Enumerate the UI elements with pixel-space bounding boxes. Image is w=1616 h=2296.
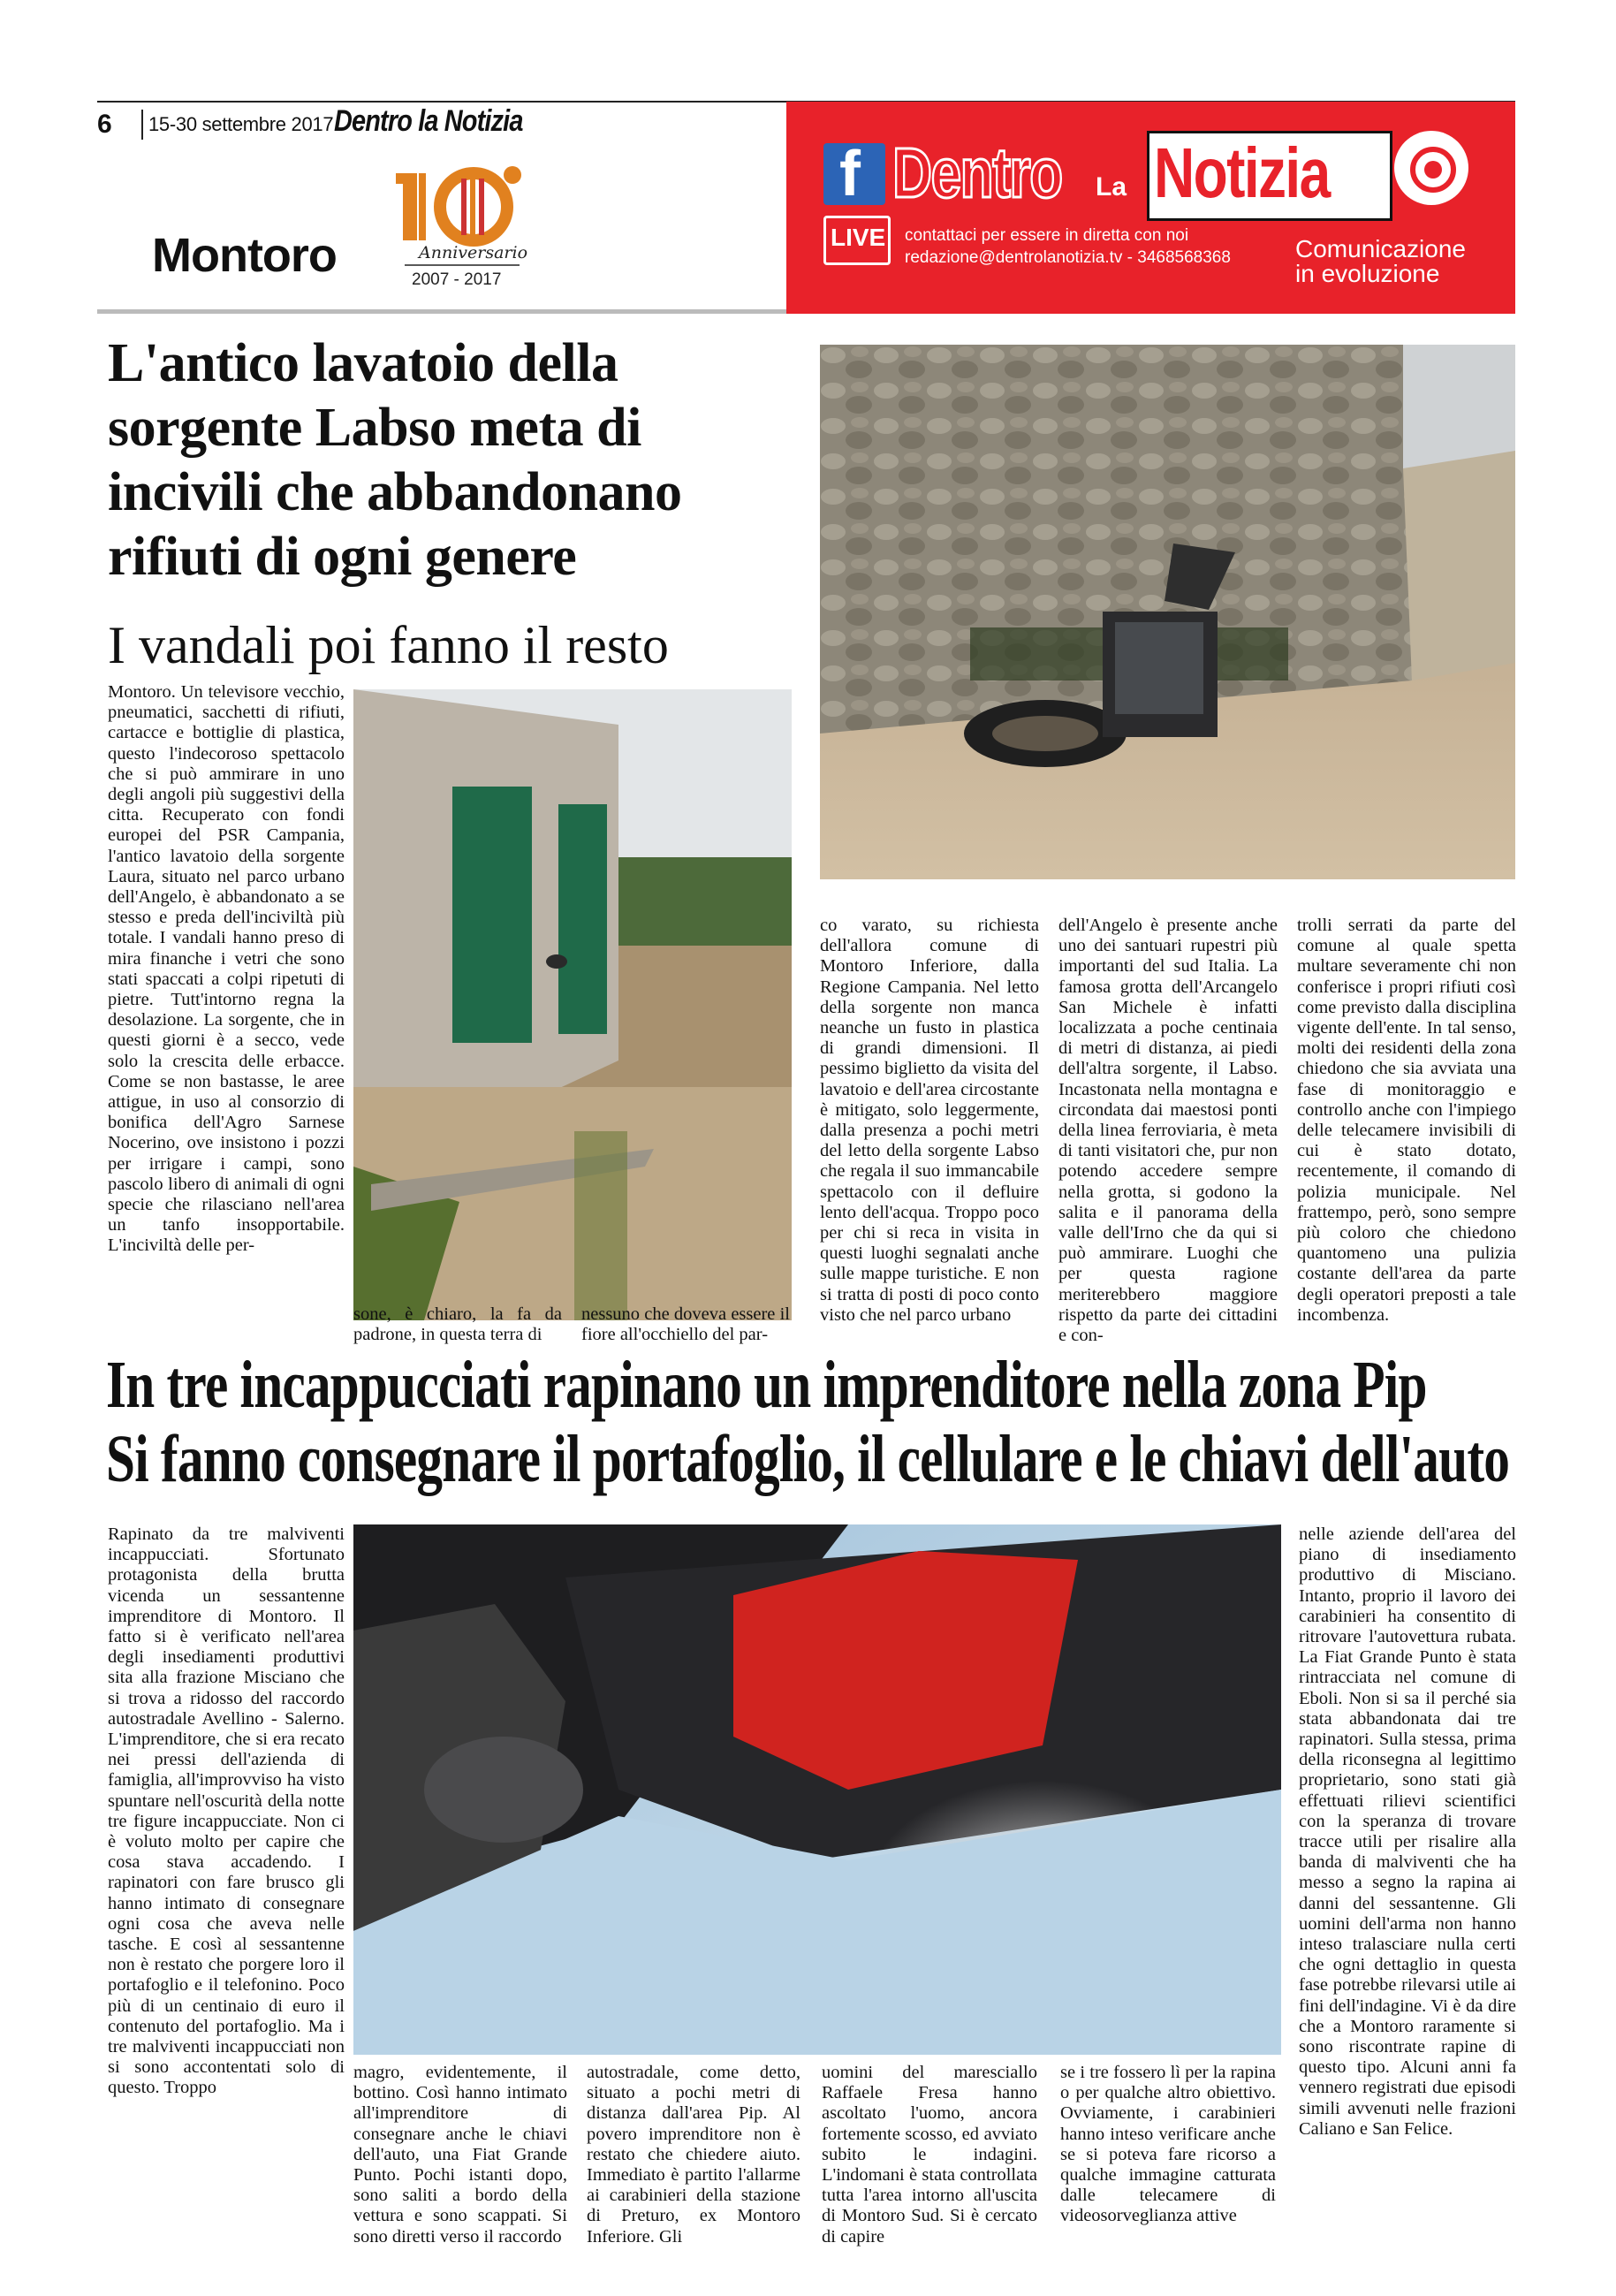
article1-column-3: nessuno che doveva essere il fiore all'occhiello del par- — [581, 1304, 790, 1345]
article1-column-5: dell'Angelo è presente anche uno dei santuari rupestri più importanti del sud Italia. La famosa grotta dell'Arcangelo San Michele è infatti localizzata a poche centinaia di metri di distanza, ai piedi dell'altra sorgente, il Labso. Incastonata nella montagna e circondata dai maestosi ponti della linea ferroviaria, è meta di tanti visitatori che, pur non potendo accedere sempre nella grotta, si godono la salita e il panorama della valle dell'Irno che da qui si può ammirare. Luoghi che per questa ragione meriterebbero maggiore rispetto da parte dei cittadini e con- — [1058, 916, 1278, 1346]
masthead-small: Dentro la Notizia — [334, 104, 523, 138]
photo-car-theft — [353, 1524, 1281, 2055]
live-label: LIVE — [831, 224, 886, 251]
article2-title: In tre incappucciati rapinano un imprenditore nella zona Pip — [106, 1348, 1427, 1422]
article1-column-1: Montoro. Un televisore vecchio, pneumatici, sacchetti di rifiuti, cartacce e bottiglie di plastica, questo l'indecoroso spettacolo che si può ammirare in uno degli angoli più suggestivi della citta. Recuperato con fondi europei del PSR Campania, l'antico lavatoio della sorgente Laura, situato nel parco urbano dell'Angelo, è abbandonato a se stesso e preda dell'inciviltà più totale. I vandali hanno preso di mira finanche i vetri che sono stati spaccati a colpi ripetuti di pietre. Tutt'intorno regna la desolazione. La sorgente, che in questi giorni è a secco, vede solo la crescita delle erbacce. Come se non bastasse, le aree attigue, in uso al consorzio di bonifica dell'Agro Sarnese Nocerino, ove insistono i pozzi per irrigare i campi, sono pascolo libero di animali di ogni specie che rilasciano nell'area un tanfo insopportabile. L'inciviltà delle per- — [108, 682, 345, 1256]
article1-title-line: L'antico lavatoio della — [108, 333, 618, 393]
anniversary-years: 2007 - 2017 — [412, 270, 502, 289]
article1-title-line: rifiuti di ogni genere — [108, 527, 577, 587]
article1-column-4: co varato, su richiesta dell'allora comune di Montoro Inferiore, dalla Regione Campania. Nel letto della sorgente non manca neanche un fusto in plastica di grandi dimensioni. Il pessimo biglietto da visita del lavatoio e dell'area circostante è mitigato, solo leggermente, dalla presenza a pochi metri del letto della sorgente Labso che regala il suo immancabile spettacolo con il defluire lento dell'acqua. Troppo poco per chi si reca in visita in questi luoghi segnalati anche sulle mappe turistiche. E non si tratta di posti di poco conto visto che nel parco urbano — [820, 916, 1039, 1325]
banner-dentro: Dentro — [892, 133, 1062, 212]
article1-title — [108, 331, 806, 589]
tagline-1: Comunicazione — [1295, 235, 1466, 262]
tagline-2: in evoluzione — [1295, 260, 1440, 287]
contact-line-1: contattaci per essere in diretta con noi — [905, 226, 1189, 245]
facebook-f-glyph: f — [839, 139, 861, 209]
issue-date: 15-30 settembre 2017 — [148, 113, 334, 135]
article1-column-6: trolli serrati da parte del comune al quale spetta multare severamente chi non conferisce i propri rifiuti così come previsto dalla disciplina vigente dell'ente. In tal senso, molti dei residenti della zona chiedono che sia avviata una fase di monitoraggio e controllo anche con l'impiego delle telecamere invisibili di cui è stato dotato, recentemente, il comando di polizia municipale. Nel frattempo, però, sono sempre più coloro che chiedono quantomeno una pulizia costante dell'area da parte degli operatori preposti a tale incombenza. — [1297, 916, 1516, 1325]
page-number: 6 — [97, 110, 112, 139]
page-separator — [141, 110, 143, 140]
article1-column-2: sone, è chiaro, la fa da padrone, in questa terra di — [353, 1304, 562, 1345]
article2-column-1: Rapinato da tre malviventi incappucciati. Sfortunato protagonista della brutta vicenda un sessantenne imprenditore di Montoro. Il fatto si è verificato nell'area degli insediamenti produttivi sita alla frazione Misciano che si trova a ridosso del raccordo autostradale Avellino - Salerno. L'imprenditore, che si era recato nei pressi dell'azienda di famiglia, all'improvviso ha visto spuntare nell'oscurità della notte tre figure incappucciate. Non ci è voluto molto per capire che cosa stava accadendo. I rapinatori con fare brusco gli hanno intimato di consegnare ogni cosa che aveva nelle tasche. E così al sessantenne non è restato che porgere loro il portafoglio e il telefonino. Poco più di un centinaio di euro il contenuto del portafoglio. Ma i tre malviventi incappucciati non si sono accontentati solo di questo. Troppo — [108, 1524, 345, 2098]
anniversary-word: Anniversario — [419, 243, 528, 262]
banner-notizia: Notizia — [1154, 133, 1330, 212]
banner-la: La — [1096, 172, 1127, 201]
contact-line-2[interactable]: redazione@dentrolanotizia.tv - 3468568368 — [905, 248, 1231, 267]
article1-subtitle: I vandali poi fanno il resto — [108, 616, 669, 674]
anniversary-logo — [396, 159, 528, 292]
article2-column-4: uomini del maresciallo Raffaele Fresa hanno ascoltato l'uomo, ancora fortemente scosso, ed avviato subito le indagini. L'indomani è stata controllata tutta l'area intorno all'uscita di Montoro Sud. Si è cercato di capire — [822, 2063, 1037, 2247]
photo-lavatoio — [353, 689, 792, 1320]
article2-column-2: magro, evidentemente, il bottino. Così hanno intimato all'imprenditore di consegnare anche le chiavi dell'auto, una Fiat Grande Punto. Pochi istanti dopo, sono saliti a bordo della vettura e sono scappati. Si sono diretti verso il raccordo — [353, 2063, 567, 2247]
article2-column-6: nelle aziende dell'area del piano di insediamento produttivo di Misciano. Intanto, proprio il lavoro dei carabinieri ha consentito di ritrovare l'autovettura rubata. La Fiat Grande Punto è stata rintracciata nel comune di Eboli. Non si sa il perché sia stata abbandonata dai tre rapinatori. Sulla stessa, prima della riconsegna al legittimo proprietario, sono stati già effettuati rilievi scientifici con la speranza di trovare tracce utili per risalire alla banda di malviventi che ha messo a segno la rapina ai danni del sessantenne. Gli uomini dell'arma non hanno inteso tralasciare nulla certi che ogni dettaglio in questa fase potrebbe rilevarsi utile ai fini dell'indagine. Vi è da dire che a Montoro raramente si sono riscontrate rapine di questo tipo. Alcuni anni fa vennero registrati due episodi simili avvenuti nelle frazioni Caliano e San Felice. — [1299, 1524, 1516, 2139]
article2-column-5: se i tre fossero lì per la rapina o per qualche altro obiettivo. Ovviamente, i carabinieri hanno inteso verificare anche se si poteva fare ricorso a qualche immagine catturata dalle telecamere di videosorveglianza attive — [1060, 2063, 1276, 2226]
article2-subtitle: Si fanno consegnare il portafoglio, il cellulare e le chiavi dell'auto — [106, 1422, 1510, 1496]
broadcast-dot-icon — [1424, 161, 1442, 179]
article1-title-line: sorgente Labso meta di — [108, 398, 641, 458]
section-rule — [97, 309, 786, 314]
article1-title-line: incivili che abbandonano — [108, 462, 682, 522]
article2-column-3: autostradale, come detto, situato a pochi metri di distanza dall'area Pip. Al povero imprenditore non è restato che chiedere aiuto. Immediato è partito l'allarme ai carabinieri della stazione di Preturo, ex Montoro Inferiore. Gli — [587, 2063, 800, 2247]
section-title: Montoro — [152, 229, 337, 282]
photo-wall-rubbish — [820, 345, 1515, 879]
